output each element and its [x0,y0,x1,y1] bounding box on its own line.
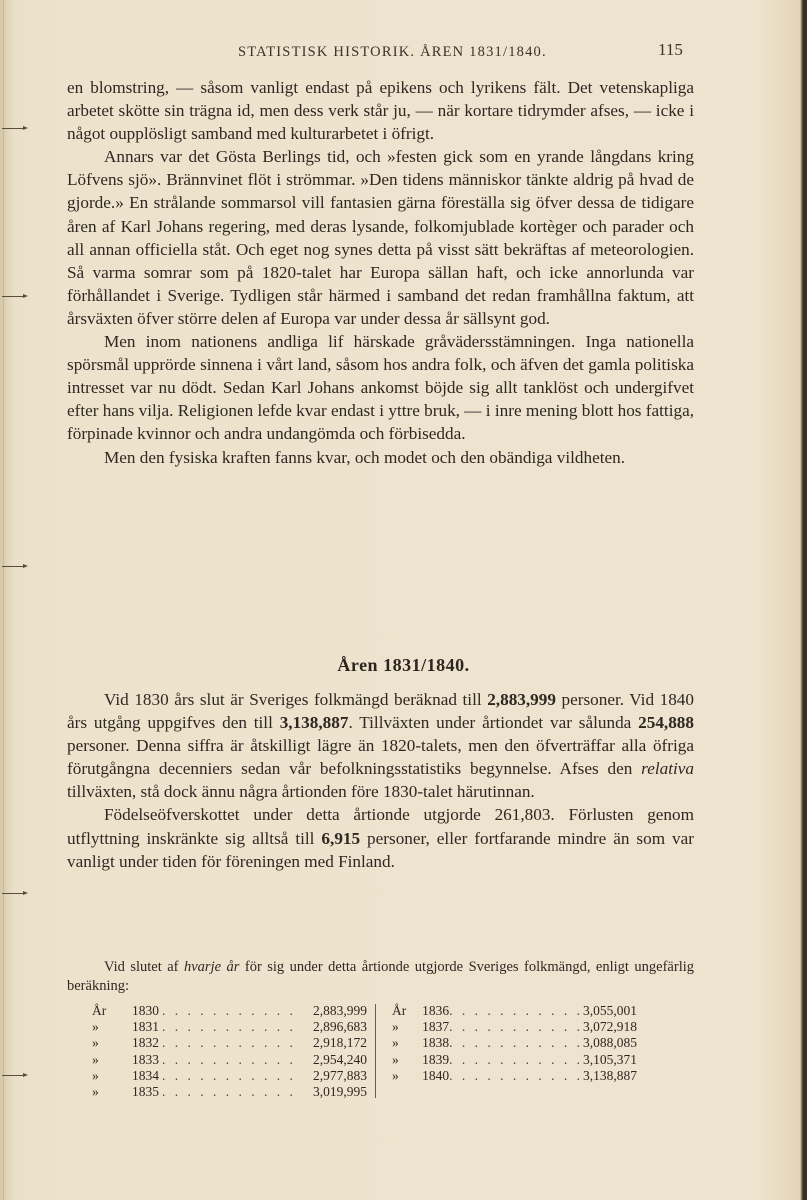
paragraph: Men inom nationens andliga lif härskade gråvädersstämningen. Inga nationella spörsmål upprörde sinnena i vårt land, såsom hos andra folk, och äfven det gamla politiska intresset var nu dödt. Sedan Karl Johans ankomst böjde sig allt tanklöst och undergifvet efter hans vilja. Religionen lefde kvar endast i yttre bruk, — i inre mening blott hos fattiga, förpinade kvinnor och andra undangömda och förbisedda. [67,332,694,444]
table-row [92,1068,367,1084]
leader-dots: . . . . . . . . . . . [162,1084,296,1100]
population-table-right [392,1003,637,1084]
table-row [392,1052,637,1068]
body-text-bottom [67,688,694,873]
row-year: 1830 [132,1003,159,1018]
row-value: 3,019,995 [313,1084,367,1100]
row-value: 2,918,172 [313,1035,367,1051]
row-value: 3,055,001 [583,1003,637,1018]
row-value: 2,883,999 [313,1003,367,1018]
leader-dots: . . . . . . . . . . . [162,1003,296,1018]
gutter-tick [2,893,24,894]
paragraph: Annars var det Gösta Berlings tid, och »festen gick som en yrande långdans kring Löfvens sjö». Brännvinet flöt i strömmar. »Den tidens människor tänkte aldrig på hvad de gjorde.» En strålande sommarsol vill fantasien gärna föreställa sig öfver dessa de tidigare åren af Karl Johans regering, med deras lysande, folkomjublade kortèger och parader och all annan officiella ståt. Och eget nog synes detta på visst sätt bekräftas af meteorologien. Så varma somrar som på 1820-talet har Europa sällan haft, och icke annorlunda var förhållandet i Sverige. Tydligen står härmed i samband det redan framhållna faktum, att årsväxten öfver större delen af Europa var under dessa år sällsynt god. [67,147,694,328]
population-table-left [92,1003,367,1100]
row-year: 1833 [132,1051,159,1067]
table-row [92,1084,367,1100]
table-row [92,1035,367,1051]
row-value: 2,954,240 [313,1051,367,1067]
row-year: 1840 [422,1067,450,1083]
row-year: 1834 [132,1067,159,1083]
row-year: 1831 [132,1019,159,1035]
emigration-loss: 6,915 [321,828,361,848]
gutter-tick [2,1075,24,1076]
population-1830: 2,883,999 [487,690,556,709]
row-value: 3,105,371 [583,1051,637,1067]
row-label: » [392,1067,399,1083]
leader-dots: . . . . . . . . . . . [162,1019,296,1035]
leader-dots: . . . . . . . . . . . [449,1051,583,1067]
row-label: År [392,1003,407,1018]
row-value: 2,896,683 [313,1019,367,1035]
table-divider [375,1004,376,1098]
row-year: 1832 [132,1035,159,1051]
row-label: År [92,1003,107,1018]
table-row [392,1003,637,1019]
row-label: » [392,1035,399,1051]
row-label: » [392,1051,399,1067]
leader-dots: . . . . . . . . . . . [162,1067,296,1083]
row-label: » [92,1051,99,1067]
row-year: 1835 [132,1084,159,1100]
paragraph: Födelseöfverskottet under detta årtionde utgjorde 261,803. Förlusten genom utflyttning inskränkte sig alltså till 6,915 personer, eller fortfarande mindre än som var vanligt under tiden för föreningen med Finland. [67,805,694,871]
row-year: 1837 [422,1019,450,1035]
population-1840: 3,138,887 [279,713,349,733]
row-value: 2,977,883 [313,1067,367,1083]
leader-dots: . . . . . . . . . . . [449,1003,583,1018]
row-value: 3,072,918 [583,1019,637,1035]
table-row [392,1068,637,1084]
running-head: STATISTISK HISTORIK. ÅREN 1831/1840. [238,44,547,60]
leader-dots: . . . . . . . . . . . [449,1019,583,1035]
leader-dots: . . . . . . . . . . . [162,1051,296,1067]
table-row [92,1003,367,1019]
paragraph: Vid 1830 års slut är Sveriges folkmängd beräknad till 2,883,999 personer. Vid 1840 års utgång uppgifves den till 3,138,887. Tillväxten under årtiondet var sålunda 254,888 personer. Denna siffra är åtskilligt lägre än 1820-talets, men den öfverträffar alla öfriga förutgångna decenniers sedan vår befolkningsstatistiks begynnelse. Afses den relativa tillväxten, stå dock ännu några årtionden före 1830-talet härutinnan. [67,690,694,802]
paragraph: Men den fysiska kraften fanns kvar, och modet och den obändiga vildheten. [104,447,625,467]
row-label: » [92,1067,99,1083]
row-value: 3,088,085 [583,1035,637,1051]
leader-dots: . . . . . . . . . . . [449,1067,583,1083]
emphasis: hvarje år [183,959,240,975]
row-value: 3,138,887 [583,1067,637,1083]
table-caption: Vid slutet af hvarje år för sig under detta årtionde utgjorde Sveriges folkmängd, enligt ungefärlig beräkning: [67,959,695,994]
gutter-tick [2,296,24,297]
table-row [92,1019,367,1035]
paragraph: en blomstring, — såsom vanligt endast på epikens och lyrikens fält. Det vetenskapliga arbetet skötte sin trägna id, men dess verk står ju, — när kortare tidrymder afses, — icke i något oupplösligt samband med kulturarbetet i öfrigt. [67,78,694,144]
binding-edge [3,0,4,1200]
row-label: » [92,1084,99,1100]
gutter-tick [2,128,24,129]
row-year: 1839 [422,1051,450,1067]
row-label: » [92,1019,99,1035]
leader-dots: . . . . . . . . . . . [449,1035,583,1051]
section-heading: Åren 1831/1840. [337,655,470,675]
table-row [92,1052,367,1068]
emphasis: relativa [641,759,694,779]
row-year: 1838 [422,1035,450,1051]
gutter-tick [2,566,24,567]
table-row [392,1019,637,1035]
body-text-top [67,76,694,469]
table-row [392,1035,637,1051]
leader-dots: . . . . . . . . . . . [162,1035,296,1051]
population-growth: 254,888 [638,713,694,733]
row-label: » [392,1019,399,1035]
page-number: 115 [658,40,683,59]
row-label: » [92,1035,99,1051]
row-year: 1836 [422,1003,450,1018]
